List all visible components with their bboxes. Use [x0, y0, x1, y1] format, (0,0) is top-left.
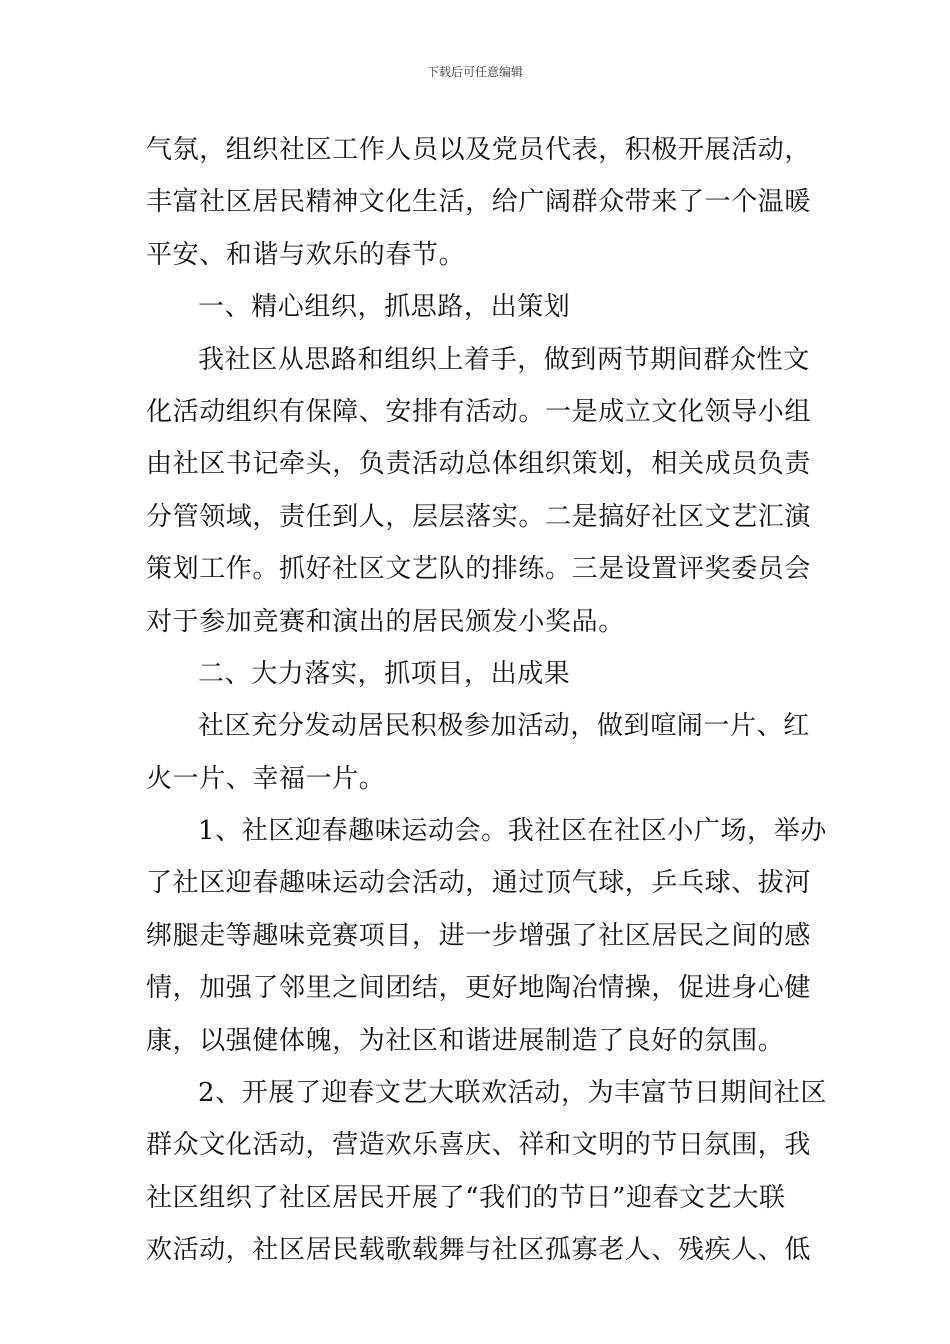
text-line: 我社区从思路和组织上着手，做到两节期间群众性文: [198, 344, 810, 375]
section-heading: 二、大力落实，抓项目，出成果: [198, 658, 571, 689]
text-line: 绑腿走等趣味竞赛项目，进一步增强了社区居民之间的感: [146, 920, 812, 951]
text-line: 1、社区迎春趣味运动会。我社区在社区小广场，举办: [198, 816, 827, 847]
text-line: 欢活动，社区居民载歌载舞与社区孤寡老人、残疾人、低: [146, 1235, 812, 1266]
text-line: 社区充分发动居民积极参加活动，做到喧闹一片、红: [198, 711, 810, 742]
text-line: 丰富社区居民精神文化生活，给广阔群众带来了一个温暖: [146, 187, 812, 218]
text-line: 分管领域，责任到人，层层落实。二是搞好社区文艺汇演: [146, 501, 812, 532]
text-line: 社区组织了社区居民开展了“我们的节日”迎春文艺大联: [146, 1182, 786, 1213]
text-line: 化活动组织有保障、安排有活动。一是成立文化领导小组: [146, 396, 812, 427]
text-line: 对于参加竞赛和演出的居民颁发小奖品。: [146, 606, 625, 637]
text-line: 由社区书记牵头，负责活动总体组织策划，相关成员负责: [146, 449, 812, 480]
text-line: 气氛，组织社区工作人员以及党员代表，积极开展活动，: [146, 135, 812, 165]
document-body: [146, 124, 827, 1277]
section-heading: 一、精心组织，抓思路，出策划: [198, 292, 571, 323]
page-header: 下载后可任意编辑: [426, 65, 523, 79]
text-line: 2、开展了迎春文艺大联欢活动，为丰富节日期间社区: [198, 1078, 827, 1109]
text-line: 情，加强了邻里之间团结，更好地陶冶情操，促进身心健: [146, 973, 812, 1004]
text-line: 了社区迎春趣味运动会活动，通过顶气球，乒乓球、拔河: [146, 868, 812, 899]
text-line: 策划工作。抓好社区文艺队的排练。三是设置评奖委员会: [146, 554, 812, 585]
text-line: 火一片、幸福一片。: [146, 763, 386, 794]
text-line: 群众文化活动，营造欢乐喜庆、祥和文明的节日氛围，我: [146, 1130, 812, 1161]
text-line: 平安、和谐与欢乐的春节。: [146, 239, 466, 270]
text-line: 康，以强健体魄，为社区和谐进展制造了良好的氛围。: [146, 1025, 785, 1056]
